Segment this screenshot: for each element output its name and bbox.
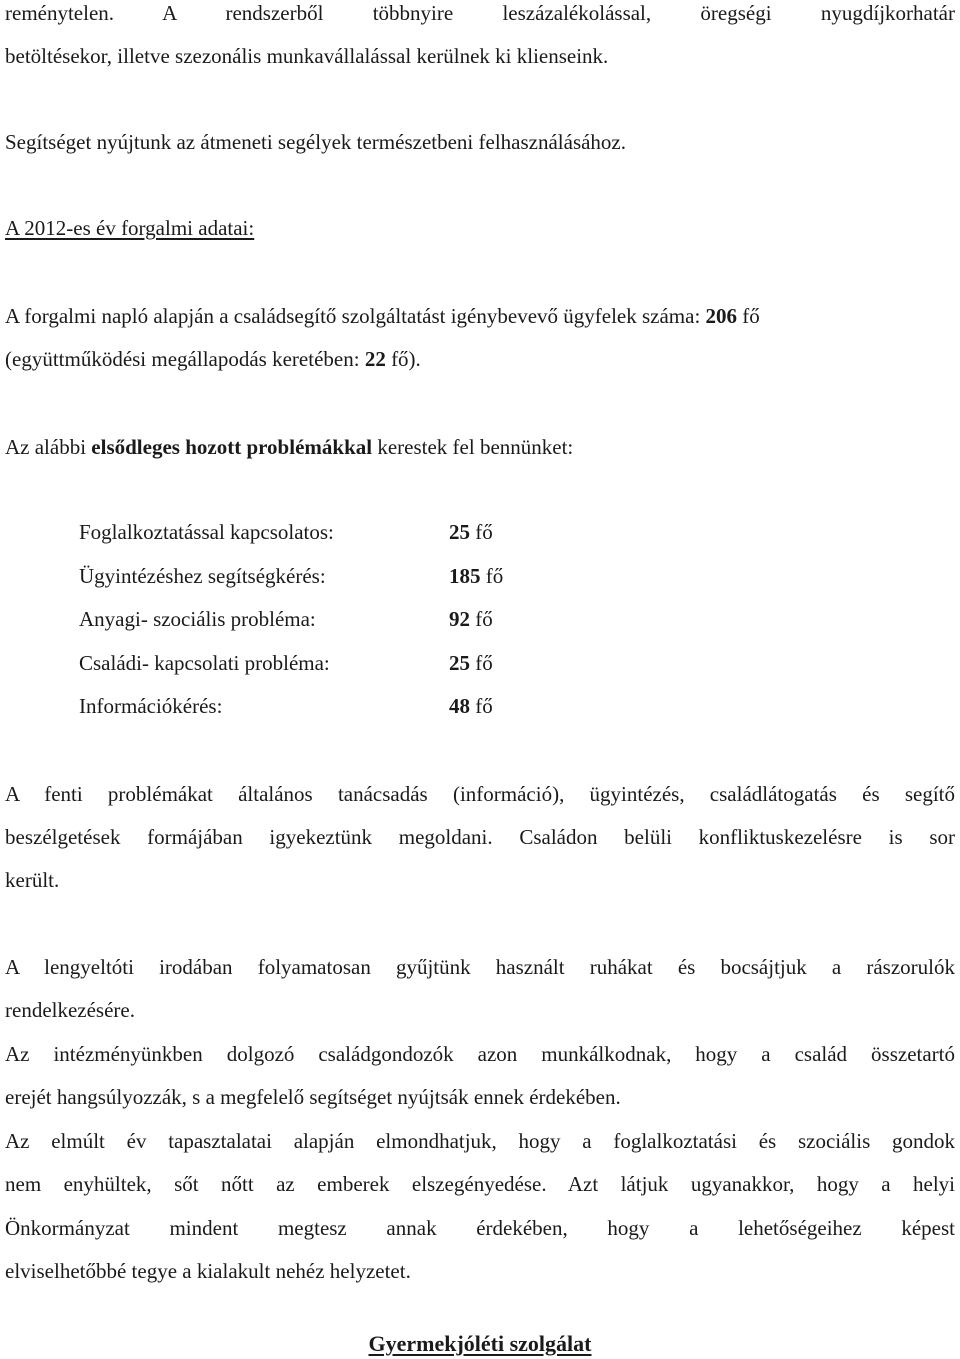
problem-count: 25 — [449, 651, 470, 675]
paragraph-line: nem enyhültek, sőt nőtt az emberek elszegényedése. Azt látjuk ugyanakkor, hogy a helyi — [5, 1172, 955, 1196]
problem-value — [449, 519, 493, 545]
problem-label: Ügyintézéshez segítségkérés: — [79, 564, 326, 588]
problem-count: 185 — [449, 564, 481, 588]
problem-value — [449, 563, 503, 589]
problem-unit: fő — [475, 694, 493, 718]
problem-label: Családi- kapcsolati probléma: — [79, 651, 330, 675]
problem-label: Információkérés: — [79, 694, 223, 718]
agreement-count-value: 22 — [364, 347, 386, 371]
paragraph-line: erejét hangsúlyozzák, s a megfelelő segítséget nyújtsák ennek érdekében. — [5, 1085, 621, 1109]
paragraph-line: Az intézményünkben dolgozó családgondozók azon munkálkodnak, hogy a család összetartó — [5, 1042, 955, 1066]
problem-unit: fő — [475, 607, 493, 631]
agreement-count-text: (együttműködési megállapodás keretében: — [5, 347, 360, 371]
problem-label: Anyagi- szociális probléma: — [79, 607, 316, 631]
problem-count: 25 — [449, 520, 470, 544]
paragraph-line: került. — [5, 868, 60, 892]
problem-unit: fő — [475, 651, 493, 675]
paragraph-line: elviselhetőbbé tegye a kialakult nehéz helyzetet. — [5, 1259, 411, 1283]
problem-value — [449, 606, 493, 632]
problem-label: Foglalkoztatással kapcsolatos: — [79, 520, 334, 544]
agreement-count-unit: fő). — [391, 347, 421, 371]
paragraph-line: rendelkezésére. — [5, 998, 135, 1022]
visitor-count-text: A forgalmi napló alapján a családsegítő szolgáltatást igénybevevő ügyfelek száma: — [5, 304, 701, 328]
paragraph-line: Önkormányzat mindent megtesz annak érdekében, hogy a lehetőségeihez képest — [5, 1216, 955, 1240]
paragraph-line: Segítséget nyújtunk az átmeneti segélyek természetbeni felhasználásához. — [5, 130, 627, 154]
visitor-count-value: 206 — [705, 304, 738, 328]
paragraph-line: A fenti problémákat általános tanácsadás (információ), ügyintézés, családlátogatás és segítő — [5, 782, 955, 806]
section-title: A 2012-es év forgalmi adatai: — [5, 216, 255, 240]
agreement-count-line — [5, 346, 421, 372]
paragraph-line: A lengyeltóti irodában folyamatosan gyűjtünk használt ruhákat és bocsájtjuk a rászorulók — [5, 955, 955, 979]
problems-intro — [5, 434, 573, 460]
paragraph-line: Az elmúlt év tapasztalatai alapján elmondhatjuk, hogy a foglalkoztatási és szociális gondok — [5, 1129, 955, 1153]
problems-intro-bold: elsődleges hozott problémákkal — [91, 435, 373, 459]
problem-unit: fő — [475, 520, 493, 544]
problem-value — [449, 650, 493, 676]
problem-count: 92 — [449, 607, 470, 631]
problems-intro-suffix: kerestek fel bennünket: — [377, 435, 574, 459]
paragraph-line: beszélgetések formájában igyekeztünk megoldani. Családon belüli konfliktuskezelésre is sor — [5, 825, 955, 849]
problem-unit: fő — [485, 564, 504, 588]
problem-count: 48 — [449, 694, 470, 718]
next-section-heading — [5, 1330, 955, 1358]
visitor-count-unit: fő — [742, 304, 760, 328]
problems-intro-prefix: Az alábbi — [5, 435, 87, 459]
visitor-count-line — [5, 303, 760, 329]
problem-value — [449, 693, 493, 719]
paragraph-line: reménytelen. A rendszerből többnyire leszázalékolással, öregségi nyugdíjkorhatár — [5, 1, 955, 25]
paragraph-line: betöltésekor, illetve szezonális munkavállalással kerülnek ki klienseink. — [5, 44, 609, 68]
next-section-heading-text: Gyermekjóléti szolgálat — [368, 1331, 592, 1356]
